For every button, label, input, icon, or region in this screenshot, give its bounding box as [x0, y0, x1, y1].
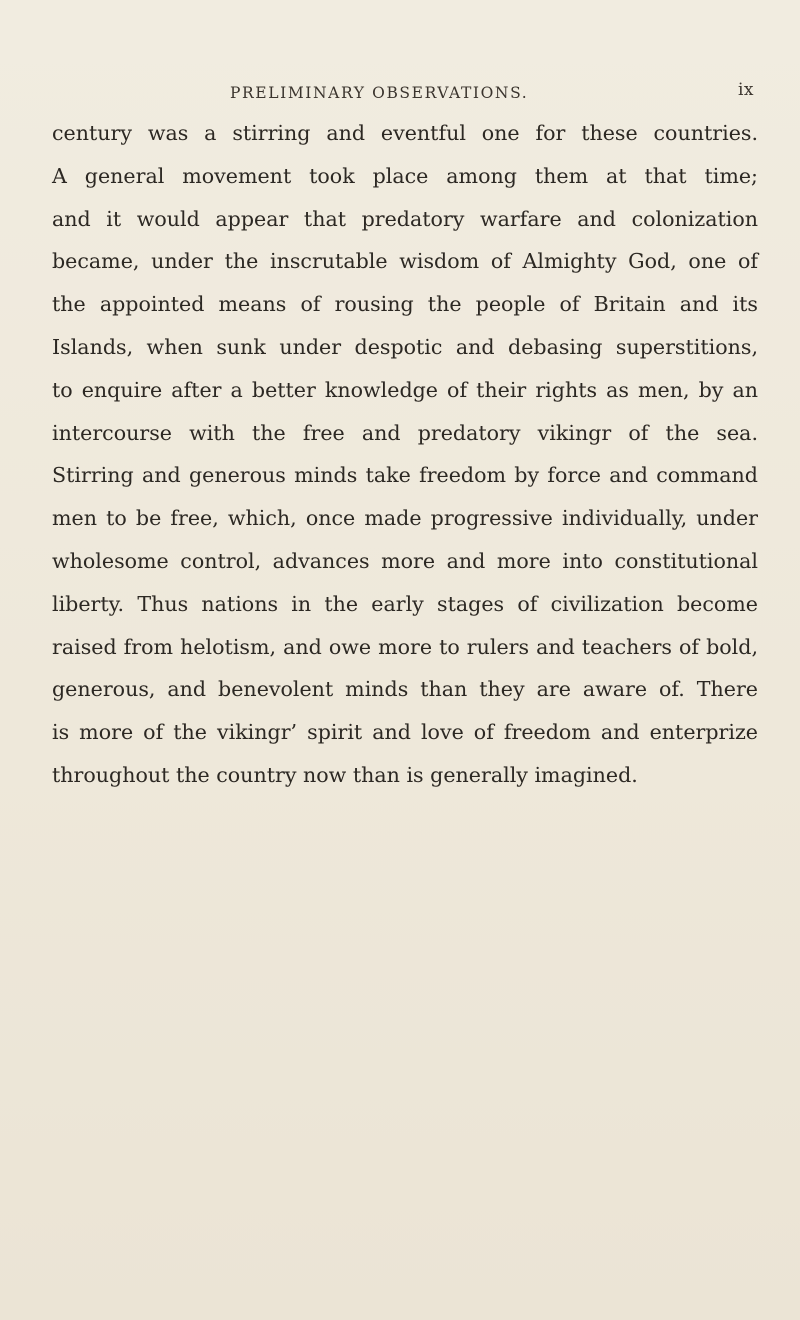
body-text	[52, 112, 758, 797]
text-line: men to be free, which, once made progressive individually, under	[52, 506, 758, 531]
text-line: and it would appear that predatory warfare and colonization	[52, 206, 758, 231]
text-line: Stirring and generous minds take freedom by force and command	[52, 463, 758, 488]
text-line: century was a stirring and eventful one for these countries.	[52, 121, 758, 145]
text-line: the appointed means of rousing the people of Britain and its	[52, 292, 758, 317]
text-line: raised from helotism, and owe more to rulers and teachers of bold,	[52, 634, 758, 659]
text-line: intercourse with the free and predatory vikingr of the sea.	[52, 420, 758, 445]
text-line: to enquire after a better knowledge of their rights as men, by an	[52, 377, 758, 402]
text-line: wholesome control, advances more and more into constitutional	[52, 548, 758, 573]
running-head	[0, 78, 800, 106]
text-line: throughout the country now than is generally imagined.	[52, 762, 638, 787]
text-line: A general movement took place among them at that time;	[52, 163, 758, 188]
text-line: liberty. Thus nations in the early stages of civilization become	[52, 591, 758, 616]
text-line: became, under the inscrutable wisdom of Almighty God, one of	[52, 249, 758, 274]
text-line: generous, and benevolent minds than they are aware of. There	[52, 677, 758, 702]
page-number: ix	[738, 80, 755, 100]
text-line: Islands, when sunk under despotic and debasing superstitions,	[52, 334, 758, 359]
running-title: PRELIMINARY OBSERVATIONS.	[230, 84, 529, 102]
text-line: is more of the vikingr’ spirit and love of freedom and enterprize	[52, 720, 758, 745]
